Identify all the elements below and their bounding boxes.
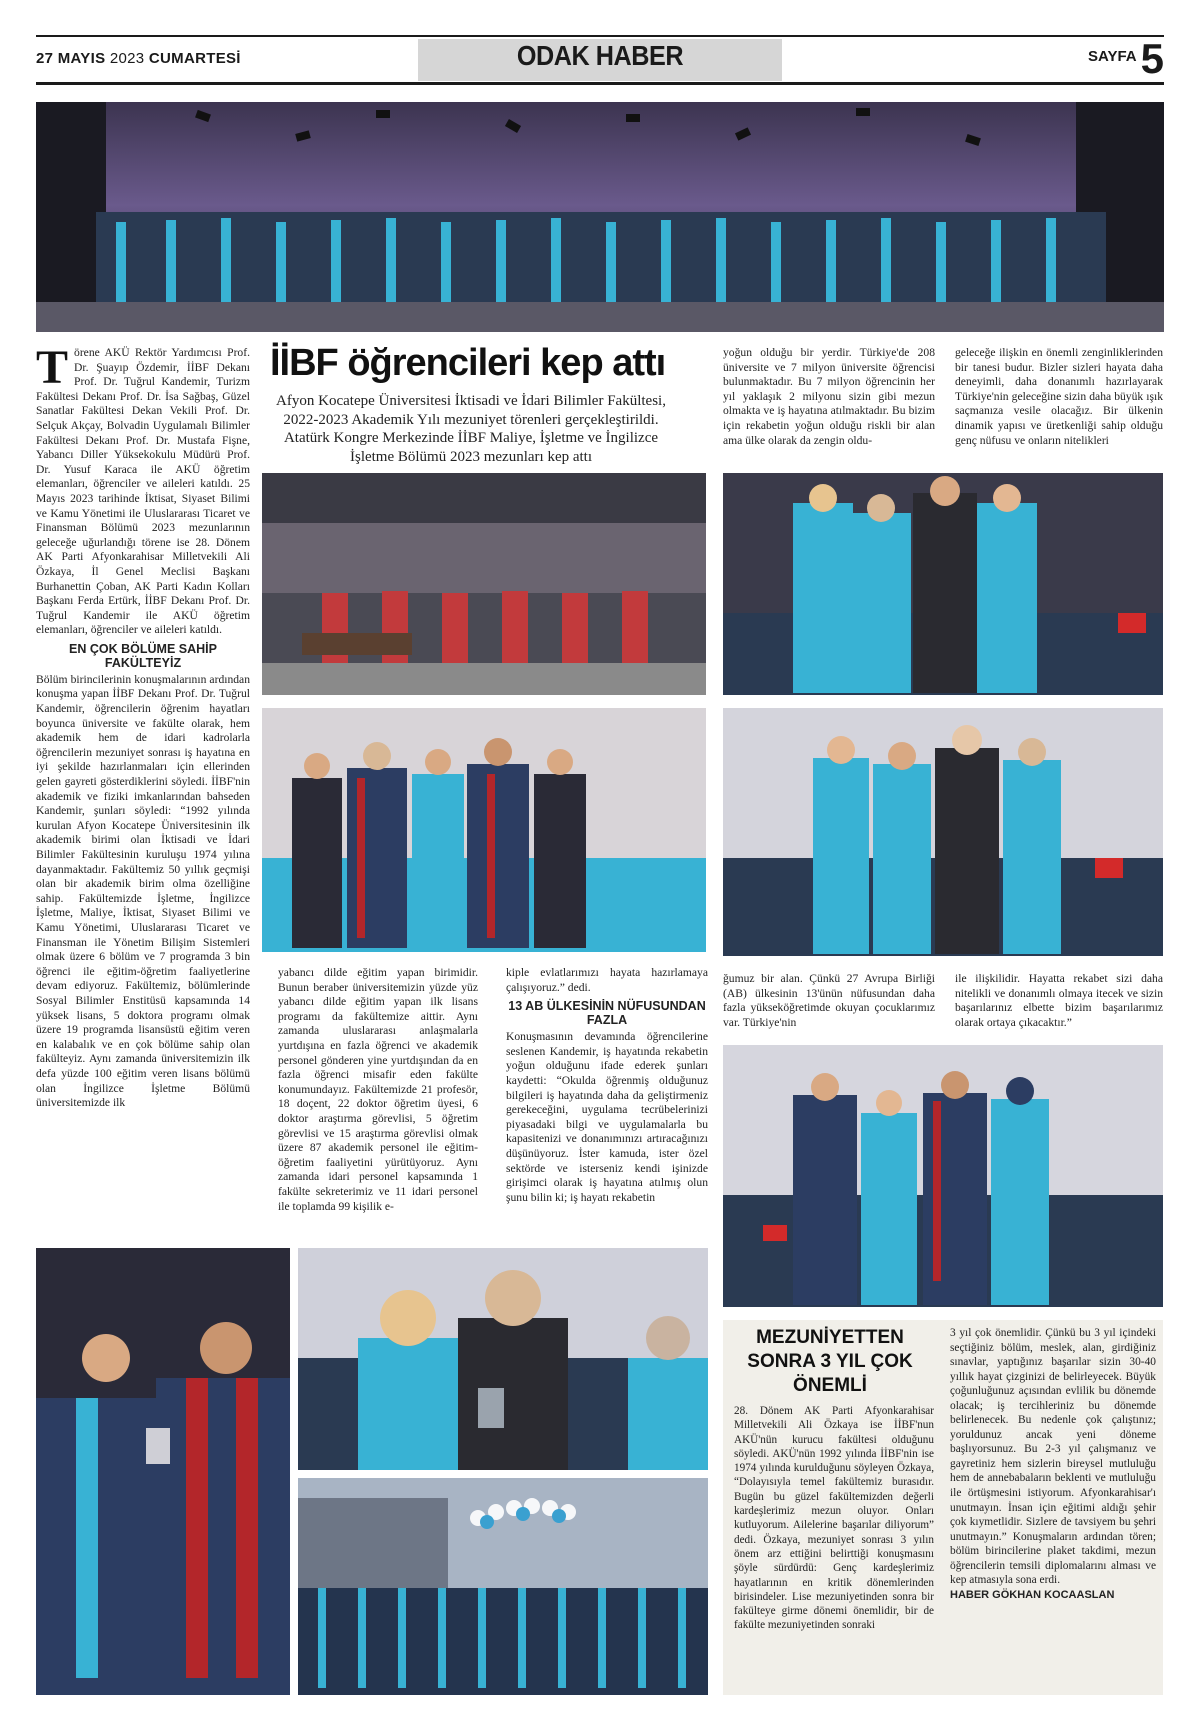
top-rule-thin <box>36 35 1164 37</box>
body-paragraph-future: geleceğe ilişkin en önemli zenginliklerinden bir tanesi budur. Bizler sizleri hayata daha deneyimli, daha donanımlı hazırlayarak Türkiye'nin geleceğine sizin daha büyük ışık saçmanıza vesile olacağız. Bir ülkenin dinamik yapısı ve üretkenliği sahip olduğu genç nüfusu ve onların nitelikleri <box>955 346 1163 447</box>
byline: HABER GÖKHAN KOCAASLAN <box>950 1588 1115 1601</box>
body-paragraph-competition: Konuşmasının devamında öğrencilerine seslenen Kandemir, iş hayatında rekabetin yoğun olduğunu ifade ederek şunları kaydetti: “Okulda öğrenmiş olduğunuz bilgileri iş hayatında daha da geliştirmeniz gerekeceğini, uygulama tecrübelerinizi piyasadaki bilgi ve uygulamalarla bu kapasitenizi ve donanımınızı artıracağınızı düşünüyoruz. İster kamuda, ister özel sektörde ve isterseniz kendi işinizde girişimci olarak iş hayatına atılmış olun şunu bilin ki; iş hayatı rekabetin <box>506 1030 708 1204</box>
subhead-eu-population: 13 AB ÜLKESİNİN NÜFUSUNDAN FAZLA <box>508 999 706 1028</box>
subhead-most-departments: EN ÇOK BÖLÜME SAHİP FAKÜLTEYİZ <box>69 641 217 670</box>
sidebar-paragraph-b: 3 yıl çok önemlidir. Çünkü bu 3 yıl içindeki seçtiğiniz bölüm, meslek, alan, girdiğiniz sınavlar, yaptığınız başarılar sizin 30-40 yıllık hayat çizginizi de belirleyecek. Büyük çoğunluğunuz açısından evlilik bu dönemde olacak; iş tercihleriniz bu dönemde belirlenecek. Bu nedenle çok çalıştınız; yoruldunuz ancak yeni döneme başlıyorsunuz. Bu 2-3 yıl çalışmanız ve gayretiniz hem sizlerin bireysel mutluluğu hem de annebabaların beklenti ve mutluluğu ile örtüşmesini istiyorum. Afyonkarahisar'ı unutmayın. İnsan için eğitimi aldığı şehir çok kıymetlidir. Sizlere de tavsiyem bu şehri unutmayın.” Konuşmaların ardından tören; bölüm birincilerine plaket takdimi, mezun öğrencilerin temsili diplomalarını alması ve kep atmasıyla sona erdi. <box>950 1327 1156 1587</box>
outdoor-cap-throw-photo <box>298 1478 708 1695</box>
sidebar-title: MEZUNİYETTEN SONRA 3 YIL ÇOK ÖNEMLİ <box>747 1327 913 1396</box>
sidebar-column-a <box>734 1404 934 1633</box>
page-label: SAYFA <box>1088 48 1137 65</box>
hero-cap-throw-photo <box>36 102 1164 332</box>
body-paragraph-eu: ğumuz bir alan. Çünkü 27 Avrupa Birliği (AB) ülkesinin 13'ünün nüfusundan daha fazla yükseköğretimde okuyan çocuklarımız var. Türkiye'nin <box>723 972 935 1029</box>
issue-date-year: 2023 <box>109 50 145 67</box>
article-column-2 <box>278 966 478 1214</box>
issue-weekday: CUMARTESİ <box>148 50 241 67</box>
article-deck: Afyon Kocatepe Üniversitesi İktisadi ve İdari Bilimler Fakültesi, 2022-2023 Akademik Yılı mezuniyet törenleri gerçekleştirildi. Atatürk Kongre Merkezinde İİBF Maliye, İşletme ve İngilizce İşletme Bölümü 2023 mezunları kep attı <box>276 393 666 465</box>
lead-paragraph <box>36 341 250 638</box>
page-indicator <box>1088 35 1164 82</box>
lead-paragraph-text: örene AKÜ Rektör Yardımcısı Prof. Dr. Şuayıp Özdemir, İİBF Dekanı Prof. Dr. Tuğrul Kandemir, Turizm Fakültesi Dekanı Prof. Dr. İsa Sağbaş, Güzel Sanatlar Fakültesi Dekan Vekili Prof. Dr. Selçuk Akçay, Bolvadin Uygulamalı Bilimler Fakültesi Dekanı Prof. Dr. Mustafa Fişne, Yabancı Diller Yüksekokulu Müdürü Prof. Dr. Yusuf Karaca ile AKÜ öğretim elemanları, öğrenciler ve aileleri katıldı. 25 Mayıs 2023 tarihinde İktisat, Siyaset Bilimi ve Kamu Yönetimi ile Uluslararası Ticaret ve Finansman Bölümü 2023 mezunlarının geleceğe uğurlandığı törene ise 28. Dönem AK Parti Afyonkarahisar Milletvekili Ali Özkaya, İl Genel Meclisi Başkanı Burhanettin Çoban, AK Parti Kadın Kolları Başkanı Ferda Ertürk, İİBF Dekanı Prof. Dr. Tuğrul Kandemir ile AKÜ öğretim elemanları, öğrenciler ve aileleri katıldı. <box>36 346 250 637</box>
body-paragraph-success: ile ilişkilidir. Hayatta rekabet sizi daha nitelikli ve donanımlı olmaya itecek ve sizin başarılarınız elbette bizim başarılarımız olarak ortaya çıkacaktır.” <box>955 972 1163 1029</box>
header-rule-thick <box>36 82 1164 85</box>
issue-date-day-month: 27 MAYIS <box>36 50 106 67</box>
article-column-1 <box>36 341 250 1111</box>
issue-date <box>36 50 241 67</box>
audience-photo <box>262 473 706 695</box>
plaque-handover-photo <box>36 1248 290 1695</box>
body-paragraph-dean: Bölüm birincilerinin konuşmalarının ardından konuşma yapan İİBF Dekanı Prof. Dr. Tuğrul Kandemir, öğrencilerin öğrenim hayatları boyunca üniversite ve fakülte olarak, hem akademik hem de idari kadrolarla öğrencilerin mezuniyet sonrası iş hayatına en iyi şekilde hazırlanmaları için ellerinden gelen gayreti gösterdiklerini söyledi. İİBF'nin akademik ve fiziki imkanlarından bahseden Kandemir, şunları söyledi: “1992 yılında kurulan Afyon Kocatepe Üniversitesinin ilk akademik birimi olan İktisadi ve İdari Bilimler Fakültesinin kuruluşu 1974 yılına dayanmaktadır. Fakültemiz 50 yıllık geçmişi olan bir akademik birim olma özelliğine sahip. Fakültemizde İşletme, İngilizce İşletme, Maliye, İktisat, Siyaset Bilimi ve Kamu Yönetimi, Uluslararası Ticaret ve Finansman ile Yönetim Bilişim Sistemleri olmak üzere 6 bölüm ve 7 programda 3 bin öğrenci ile eğitim-öğretim faaliyetlerine devam ediyoruz. Fakültemiz, bölümlerinde Sosyal Bilimler Enstitüsü kapsamında 14 yüksek lisans, 5 doktora programı olmak üzere 19 programda lisansüstü eğitim veren en kalabalık ve en çok bölüme sahip olan fakülteyiz. Aynı zamanda üniversitemizin ilk defa yüzde 100 eğitim veren lisans bölümü olan İngilizce İşletme Bölümü üniversitemizde ilk <box>36 672 250 1110</box>
award-photo-3 <box>723 1045 1163 1307</box>
body-paragraph-closing: kiple evlatlarımızı hayata hazırlamaya çalışıyoruz.” dedi. <box>506 966 708 994</box>
article-headline: İİBF öğrencileri kep attı <box>270 342 666 384</box>
group-robes-photo <box>262 708 706 952</box>
article-column-4-top <box>723 346 935 448</box>
award-photo-1 <box>723 473 1163 695</box>
award-photo-2 <box>723 708 1163 956</box>
sidebar-column-b <box>950 1326 1156 1602</box>
article-column-5-mid <box>955 972 1163 1030</box>
article-column-5-top <box>955 346 1163 448</box>
drop-cap: T <box>36 341 69 394</box>
article-column-3 <box>506 966 708 1205</box>
body-paragraph-universities: yoğun olduğu bir yerdir. Türkiye'de 208 üniversite ve 7 milyon üniversite öğrencisi bulunmaktadır. Bu 7 milyon öğrencinin her yıl yaklaşık 2 milyonu sizin gibi mezun olmakta ve iş hayatına atılmaktadır. Bu bizim için rekabetin yoğun olduğu riskli bir alan ama ülke olarak da zengin oldu- <box>723 346 935 447</box>
body-paragraph-academic-staff: yabancı dilde eğitim yapan birimidir. Bunun beraber üniversitemizin yüzde yüz yabancı dilde eğitim yapan ilk lisans programı da fakültemize aittir. Aynı zamanda uluslararası anlaşmalarla yurtdışına en fazla öğrenci ve akademik personel gönderen yine yurtdışından da en fazla öğrenci misafir eden fakülte konumundayız. Fakültemizde 21 profesör, 18 doçent, 22 doktor öğretim üyesi, 6 doktor araştırma görevlisi, 5 öğretim görevlisi ve 15 araştırma görevlisi olmak üzere 87 akademik personel ile eğitim-öğretim faaliyetini yürütüyoruz. Aynı zamanda idari personel kapsamında 1 fakülte sekreterimiz ve 11 idari personel ile toplamda 99 kişilik e- <box>278 966 478 1213</box>
award-photo-4 <box>298 1248 708 1470</box>
article-column-4-mid <box>723 972 935 1030</box>
page-number: 5 <box>1140 35 1164 82</box>
sidebar-paragraph-a: 28. Dönem AK Parti Afyonkarahisar Milletvekili Ali Özkaya ise İİBF'nun AKÜ'nün kurucu fakültesi olduğunu söyledi. AKÜ'nün 1992 yılında İİBF'nin ise 1974 yılında kurulduğunu söyleyen Özkaya, “Dolayısıyla temel fakültemiz burasıdır. Bugün bu güzel fakültemizden değerli kardeşlerimiz mezun oluyor. Onları kutluyorum. Ailelerine başarılar diliyorum” dedi. Özkaya, mezuniyet sonrası 3 yılın önem arz ettiğini belirttiği konuşmasını şöyle sürdürdü: Genç kardeşlerimiz hayatlarının en kritik dönemlerinden birisindeler. Lise mezuniyetinden sonra bir fakülteye girme dönemi önemlidir, bir de fakülte mezuniyetinden sonraki <box>734 1405 934 1632</box>
section-title: ODAK HABER <box>516 40 684 71</box>
